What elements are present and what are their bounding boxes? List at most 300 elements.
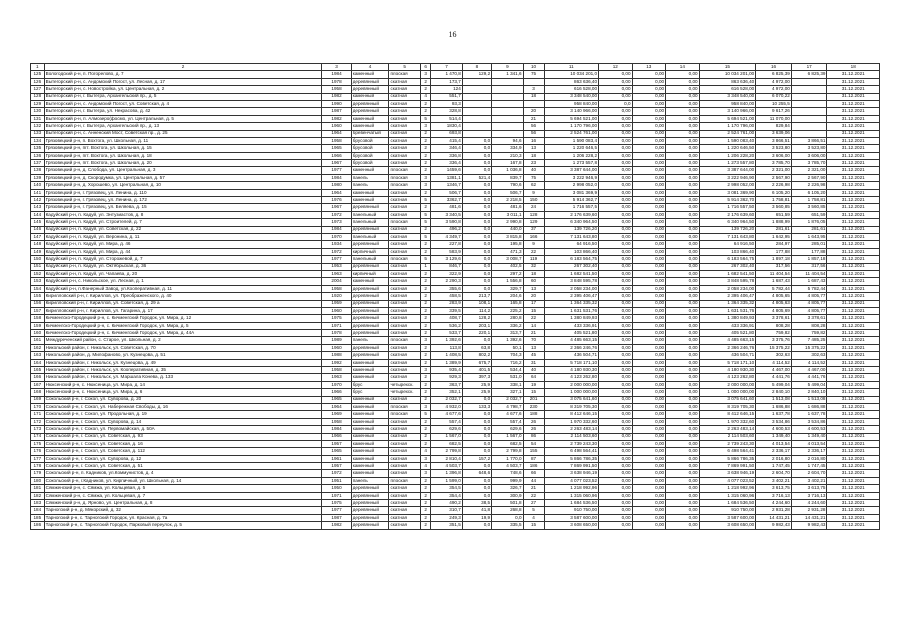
table-cell: 839,7 bbox=[492, 174, 523, 181]
table-row bbox=[31, 455, 880, 462]
table-row bbox=[31, 470, 880, 477]
table-cell: 3 081 369,9 bbox=[544, 189, 599, 196]
table-row bbox=[31, 418, 880, 425]
table-cell: Сокольский р-н, г. Сокол, ул. Первомайская, д. 50А bbox=[44, 426, 322, 433]
table-cell: 0,00 bbox=[666, 93, 700, 100]
table-cell: 31.12.2021 bbox=[827, 514, 880, 521]
table-cell: 326,7 bbox=[492, 485, 523, 492]
table-cell bbox=[462, 93, 491, 100]
table-cell: 1 000 000,00 bbox=[699, 389, 756, 396]
table-row bbox=[31, 211, 880, 218]
table-row bbox=[31, 219, 880, 226]
table-cell: 11 404,54 bbox=[756, 270, 792, 277]
table-cell: 1 396,8 bbox=[431, 470, 462, 477]
table-cell: 1 380 849,93 bbox=[544, 315, 599, 322]
table-cell: 0,0 bbox=[462, 256, 491, 263]
table-cell: 8 412 646,15 bbox=[544, 411, 599, 418]
table-cell: 302,63 bbox=[791, 352, 827, 359]
table-cell: 0,00 bbox=[632, 86, 666, 93]
table-cell: 0,00 bbox=[632, 226, 666, 233]
table-cell: 355,6 bbox=[431, 285, 462, 292]
table-cell: 0,00 bbox=[632, 344, 666, 351]
table-cell: 0,00 bbox=[599, 315, 633, 322]
table-row bbox=[31, 226, 880, 233]
table-cell: 4 bbox=[420, 93, 430, 100]
table-cell: 0,00 bbox=[599, 433, 633, 440]
table-cell: 0,00 bbox=[666, 367, 700, 374]
table-row bbox=[31, 507, 880, 514]
table-cell: 146 bbox=[31, 226, 45, 233]
table-row bbox=[31, 367, 880, 374]
table-body bbox=[31, 71, 880, 529]
table-cell: 3 bbox=[420, 403, 430, 410]
header-cell: 4 bbox=[351, 64, 389, 71]
table-cell: 138 bbox=[31, 167, 45, 174]
table-cell: 808,28 bbox=[756, 322, 792, 329]
table-cell: 0,00 bbox=[632, 182, 666, 189]
table-cell: 25,9 bbox=[462, 389, 491, 396]
table-cell: 0,00 bbox=[632, 440, 666, 447]
table-cell: 161 bbox=[31, 337, 45, 344]
table-cell: 3 140 966,00 bbox=[699, 108, 756, 115]
table-cell: деревянный bbox=[351, 241, 389, 248]
table-cell: брусовой bbox=[351, 152, 389, 159]
table-cell: Грязовецкий р-н, пгт. Вохтога, ул. Школьная, д. 15 bbox=[44, 145, 322, 152]
table-cell: 0,00 bbox=[599, 108, 633, 115]
table-row bbox=[31, 500, 880, 507]
table-cell: 1965 bbox=[322, 396, 351, 403]
table-cell: 0,0 bbox=[462, 263, 491, 270]
table-cell: Кичменгско-Городецкий р-н, с. Кичменгский Городок, ул. Мира, д. 5 bbox=[44, 322, 322, 329]
table-cell: 3 590,8 bbox=[431, 219, 462, 226]
table-cell: 4 180 930,30 bbox=[544, 367, 599, 374]
table-cell: брусовой bbox=[351, 137, 389, 144]
table-cell: 3 387 644,00 bbox=[699, 167, 756, 174]
table-cell: 534,4 bbox=[492, 367, 523, 374]
table-cell: 284,97 bbox=[756, 241, 792, 248]
table-cell: бревенчатый bbox=[351, 130, 389, 137]
table-cell: 9 982,43 bbox=[756, 522, 792, 529]
table-cell: 1958 bbox=[322, 137, 351, 144]
table-cell: 829,84 bbox=[756, 123, 792, 130]
table-cell: 31.12.2021 bbox=[827, 492, 880, 499]
table-cell: 354,5 bbox=[431, 485, 462, 492]
table-cell: 4 677,6 bbox=[431, 411, 462, 418]
header-cell: 8 bbox=[462, 64, 491, 71]
table-cell: скатная bbox=[389, 500, 420, 507]
table-cell: 0,0 bbox=[462, 440, 491, 447]
table-cell: скатная bbox=[389, 507, 420, 514]
table-cell: 21 bbox=[523, 485, 544, 492]
table-cell: 0,00 bbox=[599, 174, 633, 181]
header-cell: 13 bbox=[632, 64, 666, 71]
table-cell: 1 470,8 bbox=[431, 71, 462, 78]
table-cell: 958 840,00 bbox=[544, 100, 599, 107]
table-cell: 6 105,20 bbox=[791, 189, 827, 196]
table-cell: Сокольский р-н, г. Сокол, ул. Суворова, д. 14 bbox=[44, 418, 322, 425]
table-cell: 31.12.2021 bbox=[827, 160, 880, 167]
table-cell: 181 bbox=[31, 485, 45, 492]
table-cell: 1967 bbox=[322, 204, 351, 211]
table-cell: 0,0 bbox=[462, 463, 491, 470]
table-cell: 351,5 bbox=[431, 522, 462, 529]
table-cell: скатная bbox=[389, 233, 420, 240]
table-cell: 490,2 bbox=[431, 500, 462, 507]
table-cell: 1 349,40 bbox=[791, 433, 827, 440]
table-cell: 0,00 bbox=[599, 182, 633, 189]
table-cell: каменный bbox=[351, 167, 389, 174]
table-cell: 0,00 bbox=[599, 396, 633, 403]
table-cell: 0,00 bbox=[599, 130, 633, 137]
table-cell: 1 590 083,40 bbox=[699, 137, 756, 144]
table-cell: 0,00 bbox=[632, 219, 666, 226]
table-cell: 3 348 540,00 bbox=[544, 93, 599, 100]
table-cell: Кадуйский р-н, п. Кадуй, ул. Чапаева, д. 20 bbox=[44, 270, 322, 277]
table-cell: 56 bbox=[523, 130, 544, 137]
table-cell: 1 682 541,50 bbox=[699, 270, 756, 277]
table-cell: 40 bbox=[523, 367, 544, 374]
table-cell: 481,6 bbox=[492, 204, 523, 211]
register-table bbox=[30, 63, 880, 530]
table-cell bbox=[492, 130, 523, 137]
table-cell: 1830,4 bbox=[431, 123, 462, 130]
table-cell: 0,0 bbox=[462, 248, 491, 255]
table-cell: 0,00 bbox=[666, 426, 700, 433]
table-cell: 436 504,71 bbox=[699, 352, 756, 359]
table-cell: 1 758,81 bbox=[791, 197, 827, 204]
table-cell: деревянный bbox=[351, 307, 389, 314]
table-cell: 281,61 bbox=[756, 226, 792, 233]
table-cell: 2 032,7 bbox=[431, 396, 462, 403]
table-cell: 5 866 786,35 bbox=[544, 455, 599, 462]
table-row bbox=[31, 477, 880, 484]
table-cell: 1958 bbox=[322, 285, 351, 292]
table-cell: 0,00 bbox=[632, 470, 666, 477]
table-cell: 0,00 bbox=[666, 322, 700, 329]
table-cell: 3 523,80 bbox=[791, 145, 827, 152]
table-cell: 4 600,53 bbox=[791, 426, 827, 433]
table-cell: Кадуйский р-н, п. Кадуй, ул. Октябрьская, д. 36 bbox=[44, 263, 322, 270]
table-cell: 31.12.2021 bbox=[827, 293, 880, 300]
table-cell: 31.12.2021 bbox=[827, 241, 880, 248]
table-cell: 1 643,95 bbox=[791, 233, 827, 240]
table-cell: 6 070,22 bbox=[756, 93, 792, 100]
table-cell: 15 375,22 bbox=[756, 344, 792, 351]
table-cell: 0,00 bbox=[632, 381, 666, 388]
table-cell: скатная bbox=[389, 470, 420, 477]
table-cell: деревянный bbox=[351, 78, 389, 85]
table-cell: 31.12.2021 bbox=[827, 233, 880, 240]
table-cell: 173,7 bbox=[431, 78, 462, 85]
table-cell: 15 375,22 bbox=[791, 344, 827, 351]
table-cell: 0,00 bbox=[632, 426, 666, 433]
table-cell: 2 114 503,60 bbox=[544, 433, 599, 440]
table-cell: 0,0 bbox=[462, 278, 491, 285]
table-cell: 0,0 bbox=[462, 396, 491, 403]
table-cell: 177,88 bbox=[791, 248, 827, 255]
table-cell bbox=[462, 115, 491, 122]
table-cell: Вытегорский р-н, с. Анненский Мост, Советская пр., д. 25 bbox=[44, 130, 322, 137]
table-cell: 2 bbox=[420, 477, 430, 484]
table-cell: 31 bbox=[523, 359, 544, 366]
table-cell: 150 bbox=[523, 197, 544, 204]
table-cell: 2 bbox=[420, 522, 430, 529]
table-cell: 0,00 bbox=[666, 307, 700, 314]
table-cell: скатная bbox=[389, 197, 420, 204]
table-row bbox=[31, 300, 880, 307]
table-row bbox=[31, 374, 880, 381]
table-cell: 267 302,40 bbox=[699, 263, 756, 270]
table-row bbox=[31, 403, 880, 410]
table-cell: 0,00 bbox=[666, 381, 700, 388]
table-cell: Сокольский р-н, г. Сокол, ул. Набережная Свободы, д. 16 bbox=[44, 403, 322, 410]
table-cell: 0,00 bbox=[599, 78, 633, 85]
table-cell: 759,82 bbox=[756, 330, 792, 337]
table-cell: 11 070,00 bbox=[756, 115, 792, 122]
table-cell: 19,9 bbox=[462, 514, 491, 521]
table-cell: 506,7 bbox=[492, 189, 523, 196]
table-cell: 3 716,13 bbox=[756, 492, 792, 499]
table-cell: 0,0 bbox=[462, 145, 491, 152]
table-cell bbox=[492, 93, 523, 100]
table-cell: 2 321,00 bbox=[791, 167, 827, 174]
header-cell: 6 bbox=[420, 64, 430, 71]
table-cell: 1 513,08 bbox=[756, 396, 792, 403]
table-cell: 2 336,17 bbox=[756, 448, 792, 455]
table-row bbox=[31, 396, 880, 403]
table-cell: 1 888,99 bbox=[756, 219, 792, 226]
table-cell: 3 387 644,00 bbox=[544, 167, 599, 174]
table-cell: скатная bbox=[389, 367, 420, 374]
table-cell: 2 bbox=[420, 389, 430, 396]
table-cell: 0,00 bbox=[599, 167, 633, 174]
table-cell: 2 bbox=[420, 300, 430, 307]
table-cell bbox=[791, 93, 827, 100]
table-cell: 0,00 bbox=[599, 411, 633, 418]
table-cell: 2 bbox=[420, 315, 430, 322]
table-cell: 3 848 595,78 bbox=[699, 278, 756, 285]
table-cell: 8 319 705,30 bbox=[699, 403, 756, 410]
table-cell: 1972 bbox=[322, 248, 351, 255]
table-cell: 14 431,21 bbox=[791, 514, 827, 521]
table-cell: 14 431,21 bbox=[756, 514, 792, 521]
table-cell: 2 263 483,14 bbox=[699, 426, 756, 433]
table-cell: деревянный bbox=[351, 315, 389, 322]
table-cell: деревянный bbox=[351, 492, 389, 499]
table-cell: Никольский район, г. Никольск, ул. Советская, д. 70 bbox=[44, 344, 322, 351]
table-cell: 170 bbox=[31, 403, 45, 410]
table-cell: 1 567,0 bbox=[492, 433, 523, 440]
table-cell: 863 636,40 bbox=[544, 78, 599, 85]
table-cell: 31.12.2021 bbox=[827, 381, 880, 388]
table-cell: 328,8 bbox=[431, 108, 462, 115]
table-row bbox=[31, 100, 880, 107]
table-cell: каменный bbox=[351, 189, 389, 196]
table-cell: 1 341,6 bbox=[492, 71, 523, 78]
table-cell: 0,0 bbox=[462, 477, 491, 484]
table-cell: 2 bbox=[420, 285, 430, 292]
table-cell: 2 bbox=[420, 226, 430, 233]
table-cell: Сокольский р-н, г. Сокол, ул. Советская, д. 112 bbox=[44, 448, 322, 455]
table-cell: 1 686,88 bbox=[756, 403, 792, 410]
table-cell: 9 bbox=[523, 189, 544, 196]
table-cell: 2 218,5 bbox=[492, 197, 523, 204]
table-cell: Сокольский р-н, г. Сокол, ул. Советская, д. 51 bbox=[44, 463, 322, 470]
table-cell: 3 008,7 bbox=[492, 256, 523, 263]
table-cell: кирпичный bbox=[351, 270, 389, 277]
table-cell: 5 bbox=[420, 211, 430, 218]
table-cell: 0,00 bbox=[632, 130, 666, 137]
table-cell: 0,00 bbox=[599, 197, 633, 204]
table-cell: 70 bbox=[523, 337, 544, 344]
table-cell: 31.12.2021 bbox=[827, 359, 880, 366]
table-cell: 0,00 bbox=[599, 463, 633, 470]
table-cell: 3 613,75 bbox=[756, 485, 792, 492]
table-cell: 1975 bbox=[322, 500, 351, 507]
table-cell: 0,0 bbox=[462, 197, 491, 204]
table-cell: 0,00 bbox=[599, 226, 633, 233]
table-cell: 13 bbox=[523, 344, 544, 351]
table-cell: 0,00 bbox=[666, 455, 700, 462]
table-cell: 0,00 bbox=[666, 211, 700, 218]
table-cell: 651,59 bbox=[791, 211, 827, 218]
table-cell: 31.12.2021 bbox=[827, 182, 880, 189]
table-cell: 334,9 bbox=[492, 145, 523, 152]
table-cell: 20 bbox=[523, 108, 544, 115]
table-cell: 5 718 171,10 bbox=[699, 359, 756, 366]
table-cell: 114,2 bbox=[462, 307, 491, 314]
table-cell: 0,00 bbox=[666, 418, 700, 425]
table-cell: 2 bbox=[420, 167, 430, 174]
table-cell: 2 176 639,60 bbox=[699, 211, 756, 218]
table-cell: 1976 bbox=[322, 197, 351, 204]
table-cell: 135 bbox=[31, 145, 45, 152]
table-cell: 129 bbox=[31, 100, 45, 107]
table-cell: 1 857,18 bbox=[791, 256, 827, 263]
table-cell: 3 011,1 bbox=[492, 211, 523, 218]
table-cell: 2 bbox=[420, 293, 430, 300]
table-cell: 2 931,28 bbox=[791, 507, 827, 514]
table-cell: 31.12.2021 bbox=[827, 485, 880, 492]
table-row bbox=[31, 322, 880, 329]
table-cell: скатная bbox=[389, 448, 420, 455]
table-cell: 31.12.2021 bbox=[827, 337, 880, 344]
table-cell: 1 000 000,00 bbox=[544, 389, 599, 396]
table-cell: брусовой bbox=[351, 145, 389, 152]
table-cell: 1975 bbox=[322, 315, 351, 322]
table-cell: 1971 bbox=[322, 492, 351, 499]
table-cell: деревянный bbox=[351, 500, 389, 507]
table-cell: 339,5 bbox=[431, 307, 462, 314]
page-number: 16 bbox=[448, 30, 457, 39]
table-cell: 2 604,70 bbox=[791, 470, 827, 477]
table-cell: каменный bbox=[351, 411, 389, 418]
table-cell bbox=[791, 108, 827, 115]
table-cell: скатная bbox=[389, 248, 420, 255]
table-cell: 3 340,5 bbox=[431, 211, 462, 218]
table-cell: 0,00 bbox=[599, 344, 633, 351]
table-cell: Кадуйский р-н, п. Кадуй, ул. Веронина, д. 11 bbox=[44, 233, 322, 240]
table-cell: 15 bbox=[523, 307, 544, 314]
table-cell: 3 560,85 bbox=[791, 204, 827, 211]
table-cell: 1957 bbox=[322, 463, 351, 470]
table-cell: 31.12.2021 bbox=[827, 463, 880, 470]
table-cell: 4 114,52 bbox=[756, 359, 792, 366]
table-cell: 1 170 796,00 bbox=[699, 123, 756, 130]
table-cell: Кадуйский р-н, с. Никольское, ул. Лесная, д. 1 bbox=[44, 278, 322, 285]
table-cell: 0,00 bbox=[666, 167, 700, 174]
table-cell: 327,1 bbox=[492, 389, 523, 396]
table-cell: плоская bbox=[389, 403, 420, 410]
table-cell: 40 bbox=[523, 167, 544, 174]
table-cell: 6 825,39 bbox=[756, 71, 792, 78]
table-cell: панельный bbox=[351, 233, 389, 240]
table-cell: 4 bbox=[523, 514, 544, 521]
table-cell: Сокольский р-н, г.Кадников, ул. Кирпичный, ул. Школьная, д. 14 bbox=[44, 477, 322, 484]
table-cell: 2 bbox=[420, 78, 430, 85]
table-cell: 0,00 bbox=[666, 448, 700, 455]
table-cell: Сямженский р-н, с. Сямжа, ул. Кольцевая, д. 7 bbox=[44, 492, 322, 499]
table-cell: каменный bbox=[351, 359, 389, 366]
table-cell: 405 521,80 bbox=[544, 330, 599, 337]
table-cell: 616 528,00 bbox=[544, 86, 599, 93]
table-row bbox=[31, 448, 880, 455]
table-cell: каменный bbox=[351, 418, 389, 425]
table-cell: 169 bbox=[31, 396, 45, 403]
table-cell: 31.12.2021 bbox=[827, 278, 880, 285]
table-cell: скатная bbox=[389, 485, 420, 492]
table-cell: скатная bbox=[389, 226, 420, 233]
table-cell: каменный bbox=[351, 455, 389, 462]
table-cell: 21 bbox=[523, 330, 544, 337]
table-cell: 175 bbox=[31, 440, 45, 447]
table-cell: 124 bbox=[431, 86, 462, 93]
table-cell: 4 244,60 bbox=[756, 500, 792, 507]
table-cell: 1 770,0 bbox=[492, 455, 523, 462]
table-cell: 145 bbox=[31, 219, 45, 226]
table-cell: 501,8 bbox=[492, 500, 523, 507]
table-cell: 0,00 bbox=[599, 403, 633, 410]
table-cell: 0,00 bbox=[632, 293, 666, 300]
table-cell: 31.12.2021 bbox=[827, 322, 880, 329]
table-cell: 2 bbox=[420, 137, 430, 144]
table-cell: скатная bbox=[389, 374, 420, 381]
table-cell: деревянный bbox=[351, 522, 389, 529]
table-row bbox=[31, 160, 880, 167]
table-cell bbox=[791, 115, 827, 122]
table-cell: скатная bbox=[389, 211, 420, 218]
table-cell: 179 bbox=[31, 470, 45, 477]
table-cell: 144 bbox=[31, 211, 45, 218]
table-cell: 64 916,50 bbox=[699, 241, 756, 248]
table-cell: 1984 bbox=[322, 426, 351, 433]
table-cell: Кадуйский р-н, п. Кадуй, ул. Энтузиастов, д. 8 bbox=[44, 211, 322, 218]
table-cell: 935,4 bbox=[431, 367, 462, 374]
table-cell: 0,00 bbox=[632, 204, 666, 211]
table-row bbox=[31, 108, 880, 115]
table-cell: 6 340 964,50 bbox=[699, 219, 756, 226]
table-cell: 4 805,77 bbox=[791, 300, 827, 307]
table-cell: 1951 bbox=[322, 477, 351, 484]
table-cell: 2 567,90 bbox=[791, 174, 827, 181]
table-cell: скатная bbox=[389, 145, 420, 152]
table-cell: 2 bbox=[420, 514, 430, 521]
table-cell: 6 183 564,75 bbox=[699, 256, 756, 263]
table-cell: 3 081 369,90 bbox=[699, 189, 756, 196]
table-cell: 159 bbox=[31, 322, 45, 329]
table-cell: 1 747,45 bbox=[756, 463, 792, 470]
table-cell: 310,7 bbox=[431, 507, 462, 514]
